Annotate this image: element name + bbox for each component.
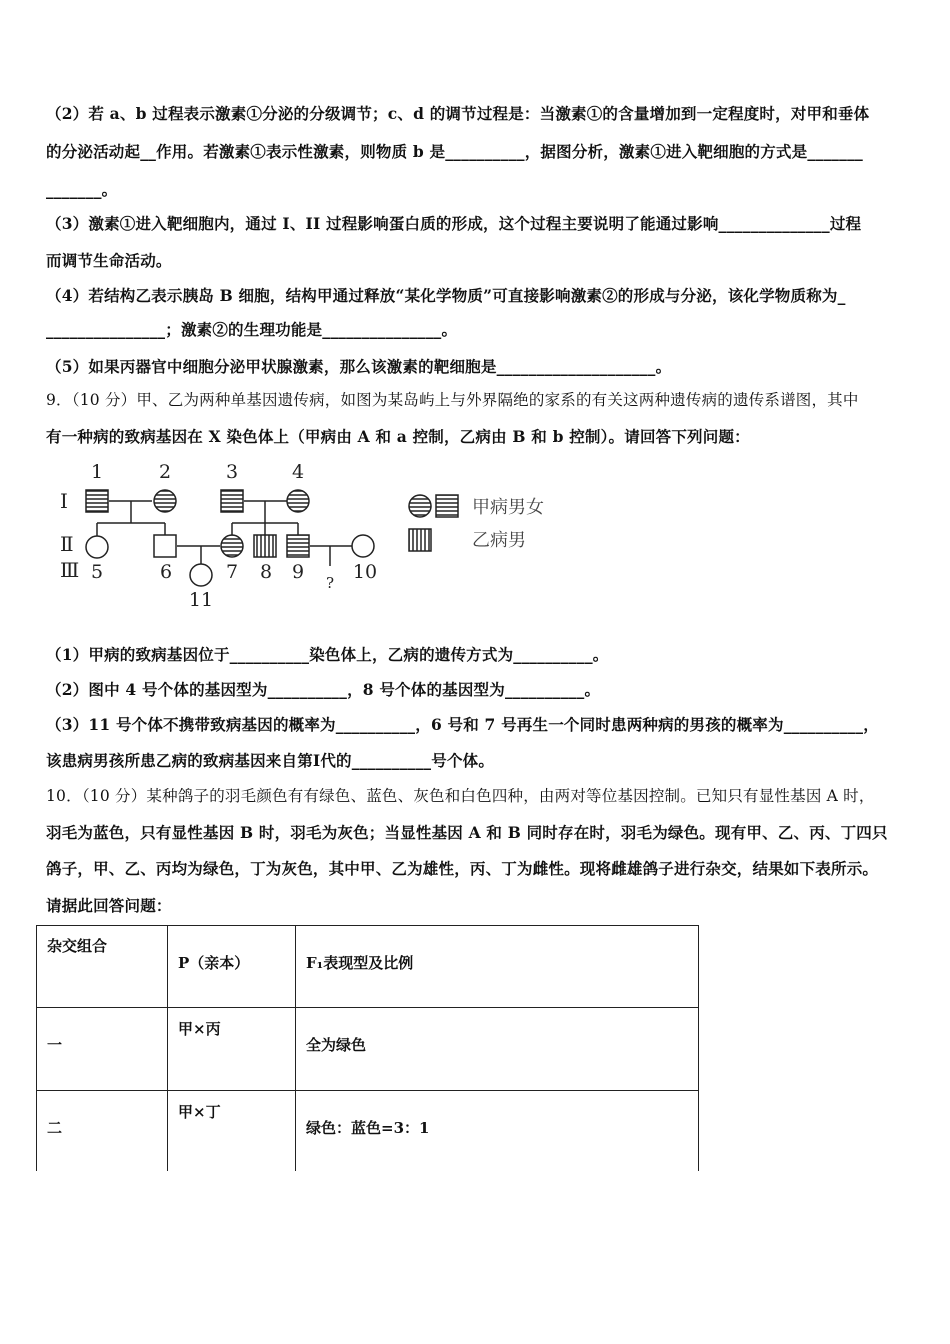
text-line: 请据此回答问题：	[46, 896, 172, 915]
legend-label-disease-b: 乙病男	[472, 530, 526, 551]
text-line: 而调节生命活动。	[46, 251, 172, 270]
text-line: （5）如果丙器官中细胞分泌甲状腺激素，那么该激素的靶细胞是____________________。	[46, 357, 672, 376]
text-line: （2）图中 4 号个体的基因型为__________，8 号个体的基因型为__________。	[46, 680, 601, 699]
text-line: 羽毛为蓝色，只有显性基因 B 时，羽毛为灰色；当显性基因 A 和 B 同时存在时，羽毛为绿色。现有甲、乙、丙、丁四只	[46, 823, 888, 842]
legend-male-disease-b	[409, 529, 431, 551]
individual-1-male-affected-a	[86, 490, 108, 512]
individual-6-male	[154, 535, 176, 557]
legend-label-disease-a: 甲病男女	[472, 497, 544, 518]
unknown-offspring-label: ?	[325, 574, 335, 592]
individual-3-male-affected-a	[221, 490, 243, 512]
table-header-row	[37, 926, 699, 1008]
id-label: 3	[225, 461, 239, 483]
id-label: 5	[90, 561, 104, 583]
individual-2-female-affected-a	[154, 490, 176, 512]
id-label: 8	[259, 561, 273, 583]
id-label: 6	[159, 561, 173, 583]
individual-10-female	[352, 535, 374, 557]
text-line: （3）11 号个体不携带致病基因的概率为__________，6 号和 7 号再生一个同时患两种病的男孩的概率为__________，	[46, 715, 879, 734]
gen-label: Ⅱ	[60, 532, 74, 556]
pedigree-chart	[60, 458, 580, 618]
question-9-title: 9．（10 分）甲、乙为两种单基因遗传病，如图为某岛屿上与外界隔绝的家系的有关这两种遗传病的遗传系谱图，其中	[46, 391, 859, 409]
table-cell: 绿色：蓝色=3：1	[296, 1091, 699, 1172]
generation-labels	[60, 489, 79, 582]
legend-female-disease-a	[409, 495, 431, 517]
table-header-cell: 杂交组合	[37, 926, 168, 1008]
id-label: 11	[188, 589, 214, 611]
table-cell: 甲×丁	[168, 1091, 296, 1172]
legend-male-disease-a	[436, 495, 458, 517]
text-line: （3）激素①进入靶细胞内，通过 I、II 过程影响蛋白质的形成，这个过程主要说明了能通过影响______________过程	[46, 214, 862, 233]
text-line: _______。	[46, 180, 118, 199]
gen-label: Ⅲ	[60, 558, 80, 582]
table-header-cell: P（亲本）	[168, 926, 296, 1008]
id-label: 10	[352, 561, 378, 583]
text-line: _______________；激素②的生理功能是_______________。	[46, 320, 458, 339]
text-line: （2）若 a、b 过程表示激素①分泌的分级调节；c、d 的调节过程是：当激素①的含量增加到一定程度时，对甲和垂体	[46, 104, 870, 123]
text-line: 鸽子，甲、乙、丙均为绿色，丁为灰色，其中甲、乙为雄性，丙、丁为雌性。现将雌雄鸽子进行杂交，结果如下表所示。	[46, 859, 879, 878]
table-row	[37, 1008, 699, 1091]
text-line: 该患病男孩所患乙病的致病基因来自第Ⅰ代的__________号个体。	[46, 751, 495, 770]
id-label: 9	[291, 561, 305, 583]
question-10-title: 10．（10 分）某种鸽子的羽毛颜色有有绿色、蓝色、灰色和白色四种，由两对等位基因控制。已知只有显性基因 A 时，	[46, 787, 875, 805]
id-label: 4	[291, 461, 305, 483]
legend	[409, 495, 458, 551]
individual-9-male-affected-a	[287, 535, 309, 557]
individual-5-female	[86, 536, 108, 558]
individual-7-female-affected-a	[221, 535, 243, 557]
text-line: （4）若结构乙表示胰岛 B 细胞，结构甲通过释放“某化学物质”可直接影响激素②的形成与分泌，该化学物质称为_	[46, 286, 846, 305]
text-line: 的分泌活动起__作用。若激素①表示性激素，则物质 b 是__________，据图分析，激素①进入靶细胞的方式是_______	[46, 142, 863, 161]
table-cell: 甲×丙	[168, 1008, 296, 1091]
table-cell: 二	[37, 1091, 168, 1172]
id-label: 1	[90, 461, 104, 483]
individual-4-female-affected-a	[287, 490, 309, 512]
table-cell: 全为绿色	[296, 1008, 699, 1091]
individual-11-female	[190, 564, 212, 586]
text-line: 有一种病的致病基因在 X 染色体上（甲病由 A 和 a 控制，乙病由 B 和 b 控制）。请回答下列问题：	[46, 427, 750, 446]
individual-8-male-affected-b	[254, 535, 276, 557]
id-label: 7	[225, 561, 239, 583]
id-label: 2	[158, 461, 172, 483]
table-row	[37, 1091, 699, 1172]
table-cell: 一	[37, 1008, 168, 1091]
text-line: （1）甲病的致病基因位于__________染色体上，乙病的遗传方式为__________。	[46, 645, 609, 664]
gen-label: Ⅰ	[60, 489, 68, 513]
table-header-cell: F₁表现型及比例	[296, 926, 699, 1008]
cross-results-table	[36, 925, 699, 1171]
